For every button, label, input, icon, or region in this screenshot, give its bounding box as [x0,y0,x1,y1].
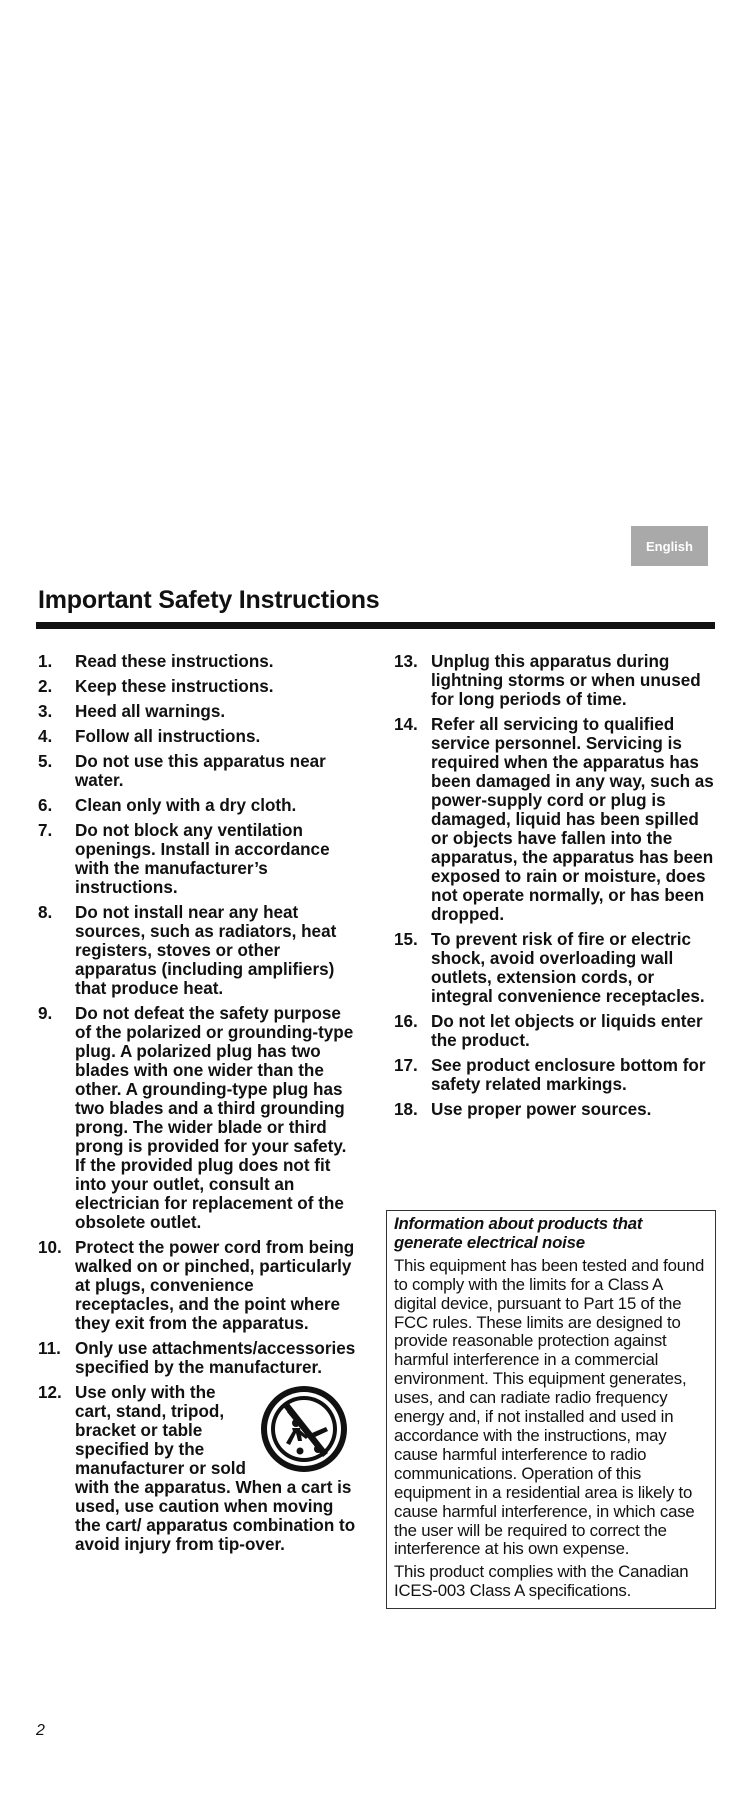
instruction-text: Clean only with a dry cloth. [75,796,297,815]
instruction-text: Only use attachments/accessories specified by the manufacturer. [75,1339,356,1377]
instruction-item [38,652,356,671]
instruction-number: 13. [394,652,418,671]
instruction-number: 12. [38,1383,62,1402]
instruction-number: 2. [38,677,53,696]
instruction-item [38,727,356,746]
instruction-text: Follow all instructions. [75,727,261,746]
instruction-number: 1. [38,652,53,671]
notice-title: Information about products that generate electrical noise [394,1214,643,1252]
notice-paragraph-ices: This product complies with the Canadian ICES-003 Class A specifications. [394,1562,689,1601]
instruction-text: Do not install near any heat sources, such as radiators, heat registers, stoves or other apparatus (including amplifiers) that produce heat. [75,903,337,998]
instruction-number: 4. [38,727,53,746]
cart-warning-icon [260,1383,356,1475]
instruction-text: Refer all servicing to qualified service personnel. Servicing is required when the apparatus has been damaged in any way, such as power-supply cord or plug is damaged, liquid has been spilled or objects have fallen into the apparatus, the apparatus has been exposed to rain or moisture, does not operate normally, or has been dropped. [431,715,714,924]
instruction-number: 10. [38,1238,62,1257]
instruction-item [38,1238,356,1333]
instruction-item [38,821,356,897]
instruction-text: Do not defeat the safety purpose of the polarized or grounding-type plug. A polarized plug has two blades with one wider than the other. A grounding-type plug has two blades and a third grounding prong. The wider blade or third prong is provided for your safety. If the provided plug does not fit into your outlet, consult an electrician for replacement of the obsolete outlet. [75,1004,354,1232]
instruction-text: Use proper power sources. [431,1100,652,1119]
instruction-item [38,796,356,815]
instruction-text: Do not let objects or liquids enter the product. [431,1012,703,1050]
instruction-item [38,677,356,696]
instruction-number: 9. [38,1004,53,1023]
instruction-text: See product enclosure bottom for safety related markings. [431,1056,706,1094]
instruction-item [38,1004,356,1232]
instruction-number: 6. [38,796,53,815]
instruction-number: 15. [394,930,418,949]
title-rule [36,622,715,629]
instruction-item [394,652,716,709]
instruction-item [394,715,716,924]
instructions-column-right [394,652,716,1125]
instruction-list-right [394,652,716,1119]
instruction-text: To prevent risk of fire or electric shock, avoid overloading wall outlets, extension cords, or integral convenience receptacles. [431,930,705,1006]
language-tab: English [631,526,708,566]
instruction-text: Keep these instructions. [75,677,274,696]
instruction-number: 16. [394,1012,418,1031]
instruction-item [394,1100,716,1119]
instruction-item [394,930,716,1006]
instruction-text-with-cart [75,1383,356,1554]
instruction-text: Use only with the cart, stand, tripod, bracket or table specified by the manufacturer or sold with the apparatus. When a cart is used, use caution when moving the cart/ apparatus combination to avoid injury from tip-over. [75,1383,356,1554]
instructions-column-left [38,652,356,1560]
page-title: Important Safety Instructions [38,586,380,614]
instruction-text: Do not block any ventilation openings. Install in accordance with the manufacturer’s instructions. [75,821,330,897]
instruction-item [38,1383,356,1554]
page-number: 2 [36,1722,45,1739]
instruction-item [38,752,356,790]
electrical-noise-notice [386,1210,716,1609]
instruction-text: Do not use this apparatus near water. [75,752,326,790]
instruction-text: Unplug this apparatus during lightning storms or when unused for long periods of time. [431,652,701,709]
instruction-text: Protect the power cord from being walked on or pinched, particularly at plugs, convenience receptacles, and the point where they exit from the apparatus. [75,1238,355,1333]
instruction-item [394,1056,716,1094]
instruction-number: 5. [38,752,53,771]
instruction-item [394,1012,716,1050]
instruction-item [38,702,356,721]
instruction-number: 3. [38,702,53,721]
instruction-number: 7. [38,821,53,840]
instruction-text: Read these instructions. [75,652,274,671]
instruction-item [38,903,356,998]
instruction-list-left [38,652,356,1554]
instruction-number: 17. [394,1056,418,1075]
instruction-number: 18. [394,1100,418,1119]
instruction-number: 8. [38,903,53,922]
instruction-number: 14. [394,715,418,734]
instruction-number: 11. [38,1339,61,1358]
instruction-item [38,1339,356,1377]
notice-paragraph-fcc: This equipment has been tested and found to comply with the limits for a Class A digital device, pursuant to Part 15 of the FCC rules. These limits are designed to provide reasonable protection against harmful interference in a commercial environment. This equipment generates, uses, and can radiate radio frequency energy and, if not installed and used in accordance with the instructions, may cause harmful interference to radio communications. Operation of this equipment in a residential area is likely to cause harmful interference, in which case the user will be required to correct the interference at his own expense. [394,1255,705,1559]
instruction-text: Heed all warnings. [75,702,226,721]
